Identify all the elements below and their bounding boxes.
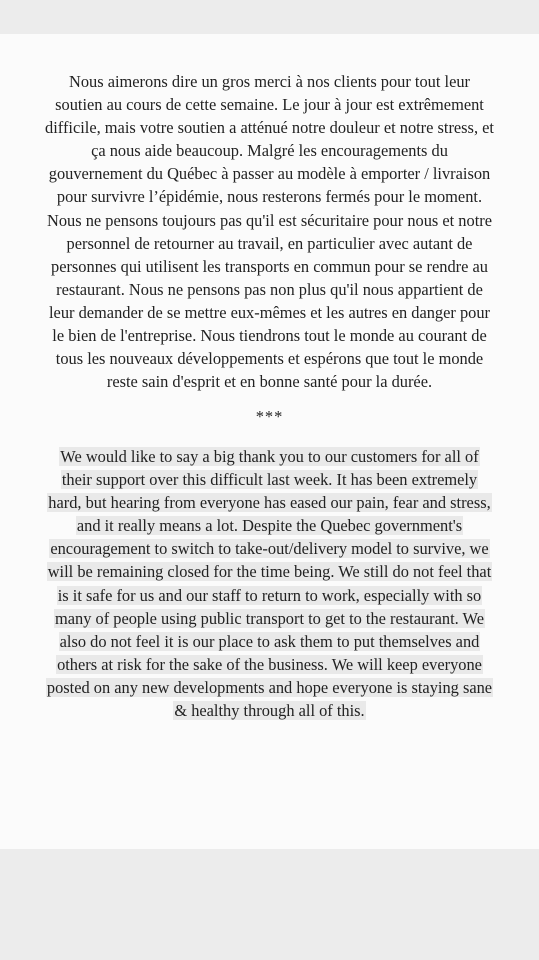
section-separator: *** (255, 407, 284, 426)
french-line: restaurant. Nous ne pensons pas non plus qu'il nous appartient de (56, 279, 483, 299)
english-line: others at risk for the sake of the business. We will keep everyone (57, 654, 482, 674)
french-line: ça nous aide beaucoup. Malgré les encouragements du (91, 141, 448, 161)
english-line: their support over this difficult last week. It has been extremely (61, 470, 478, 490)
french-line: le bien de l'entreprise. Nous tiendrons tout le monde au courant de (52, 326, 487, 346)
french-paragraph (0, 70, 539, 393)
english-line: many of people using public transport to get to the restaurant. We (55, 608, 484, 628)
french-line: leur demander de se mettre eux-mêmes et les autres en danger pour (49, 302, 490, 322)
french-line: reste sain d'esprit et en bonne santé pour la durée. (106, 372, 433, 392)
french-line: difficile, mais votre soutien a atténué notre douleur et notre stress, et (45, 118, 494, 138)
english-line: We would like to say a big thank you to our customers for all of (60, 447, 479, 466)
french-line: soutien au cours de cette semaine. Le jour à jour est extrêmement (55, 95, 484, 115)
english-line: also do not feel it is our place to ask them to put themselves and (59, 631, 480, 651)
english-line: hard, but hearing from everyone has eased our pain, fear and stress, (48, 493, 491, 513)
english-line: posted on any new developments and hope everyone is staying sane (46, 677, 493, 697)
french-line: gouvernement du Québec à passer au modèle à emporter / livraison (48, 164, 491, 184)
french-line: personnes qui utilisent les transports en commun pour se rendre au (51, 256, 488, 276)
english-line: and it really means a lot. Despite the Quebec government's (76, 516, 463, 536)
french-line: Nous ne pensons toujours pas qu'il est sécuritaire pour nous et notre (47, 210, 492, 230)
french-line: Nous aimerons dire un gros merci à nos clients pour tout leur (68, 72, 471, 91)
french-line: tous les nouveaux développements et espérons que tout le monde (55, 349, 484, 369)
french-line: personnel de retourner au travail, en particulier avec autant de (66, 233, 473, 253)
top-margin (0, 0, 539, 34)
english-line: encouragement to switch to take-out/delivery model to survive, we (50, 539, 489, 559)
bottom-margin (0, 849, 539, 960)
english-line: & healthy through all of this. (174, 701, 365, 721)
english-line: is it safe for us and our staff to return to work, especially with so (57, 585, 482, 605)
french-line: pour survivre l’épidémie, nous resterons fermés pour le moment. (56, 187, 483, 207)
english-paragraph (0, 445, 539, 722)
english-line: will be remaining closed for the time being. We still do not feel that (47, 562, 492, 582)
